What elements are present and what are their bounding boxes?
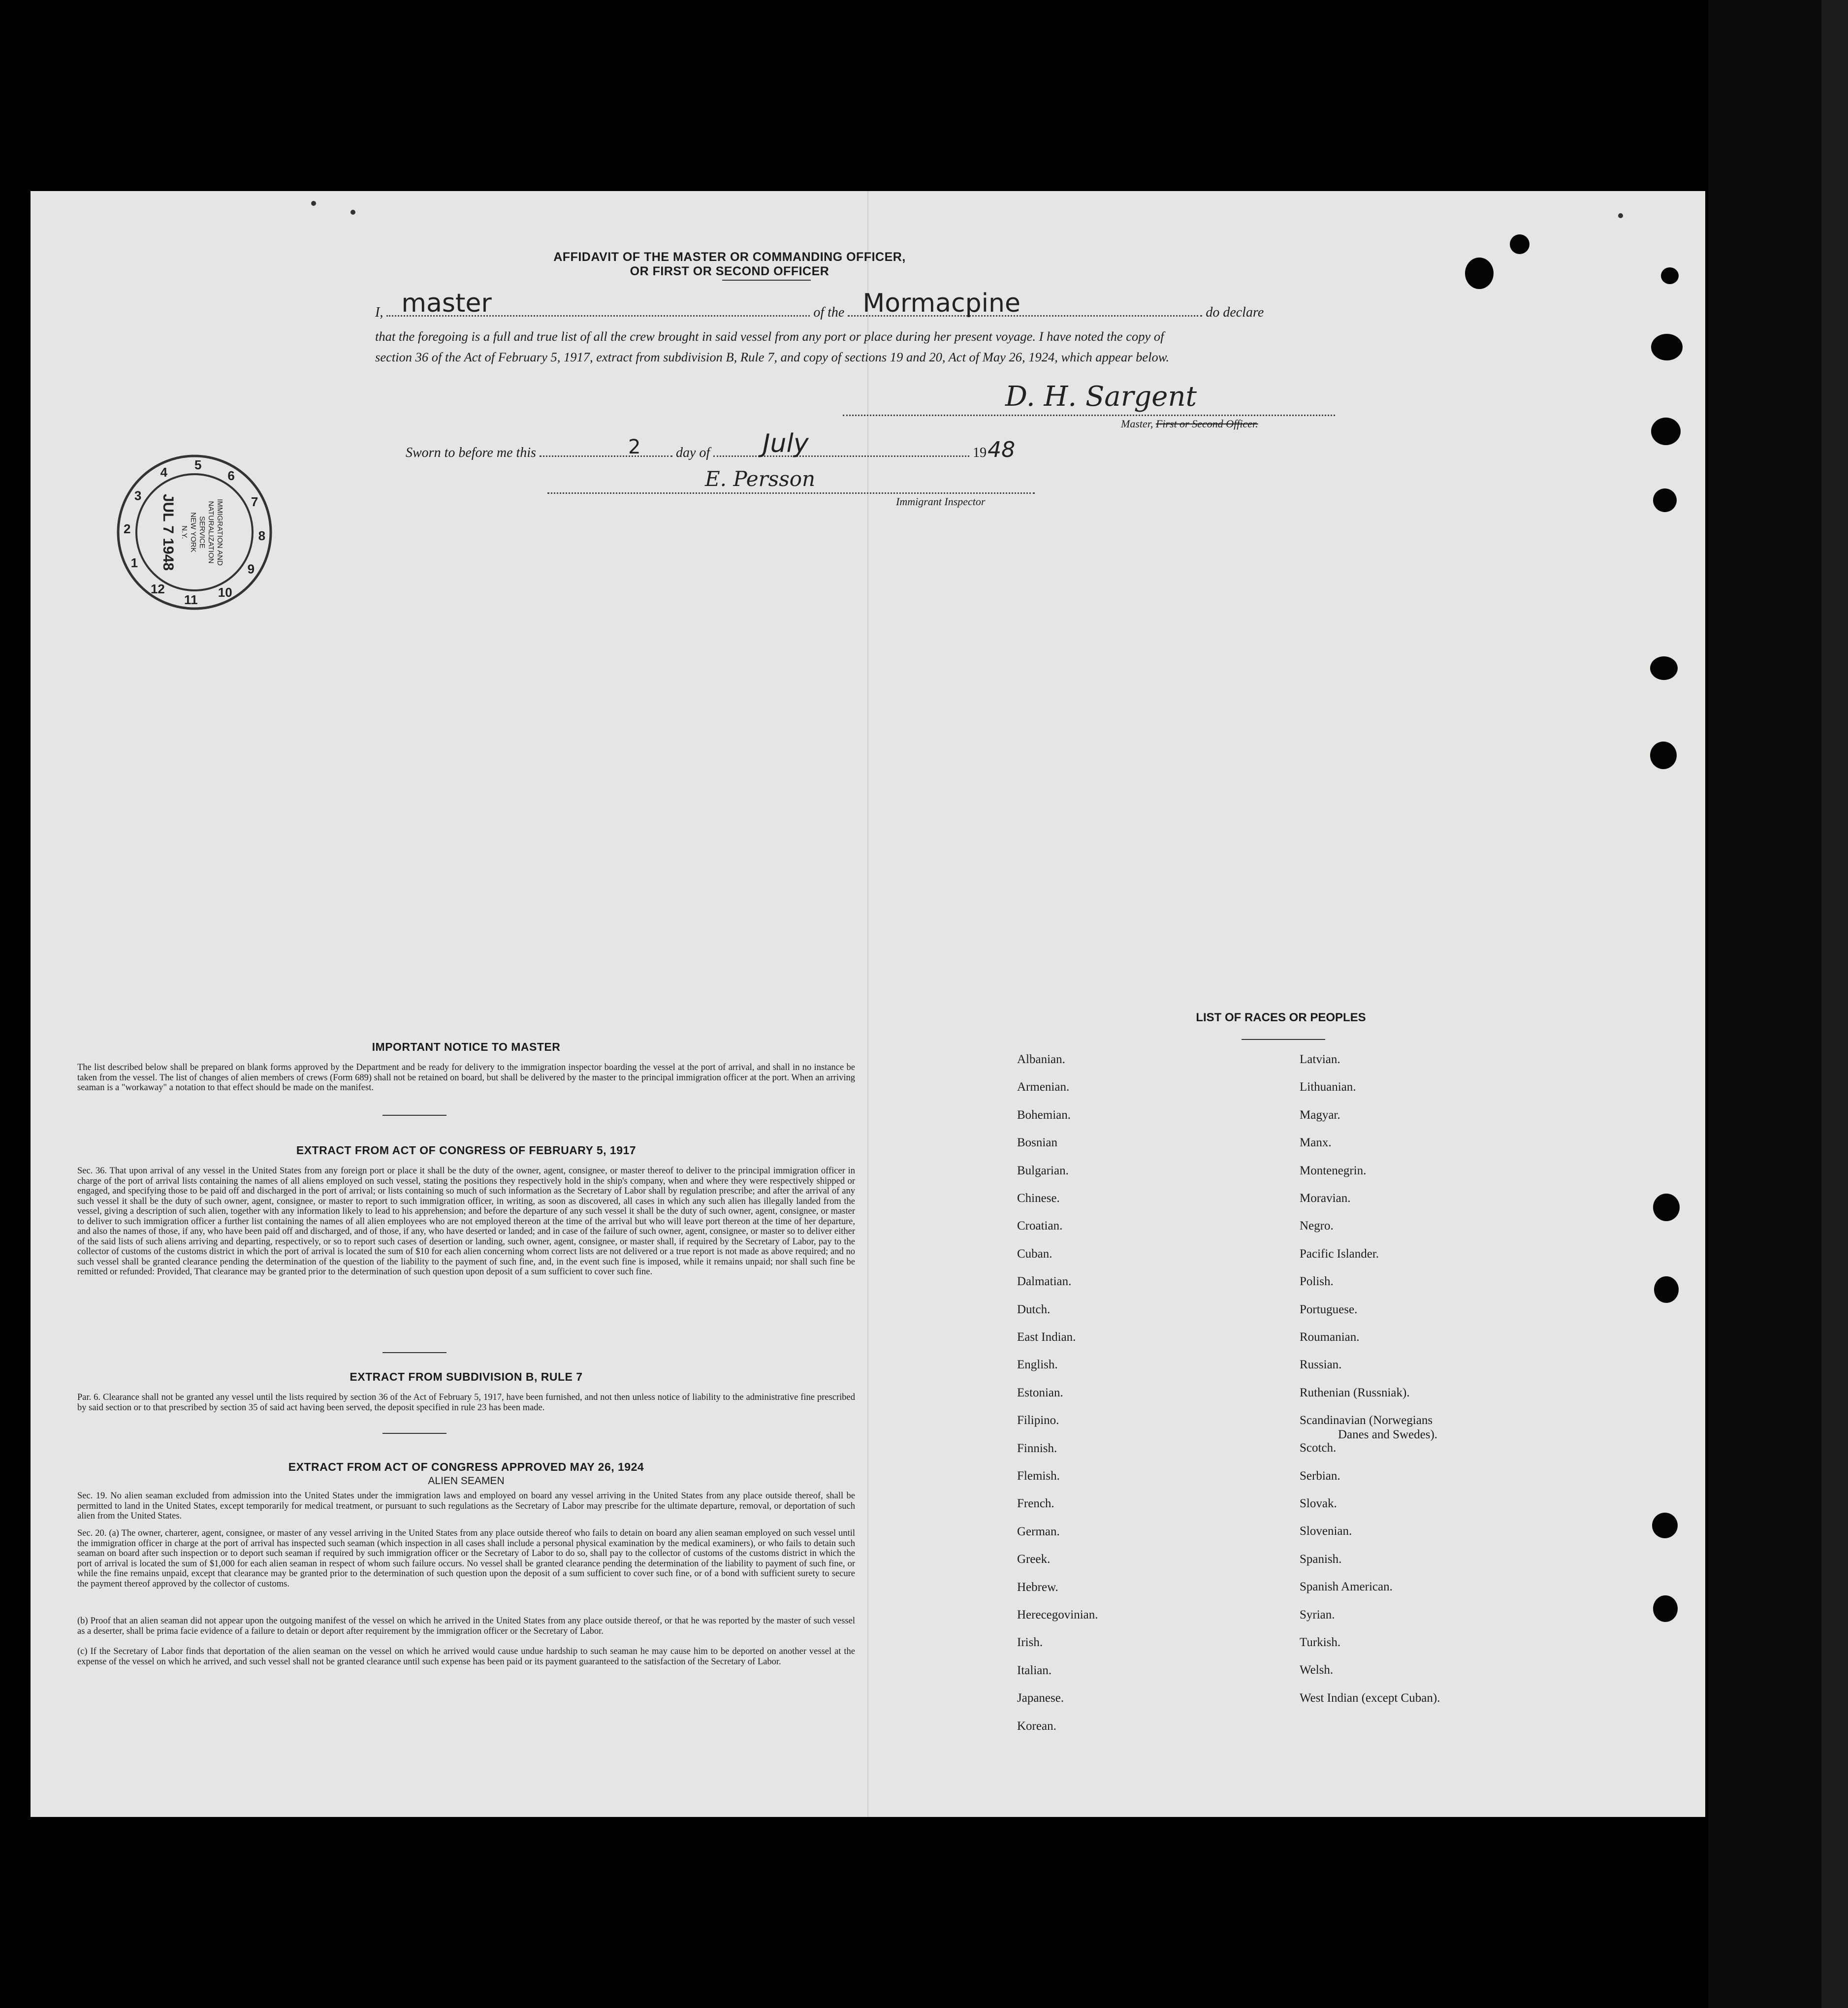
race-item: Spanish. [1300,1552,1342,1566]
handwritten-day: 2 [628,436,641,458]
punch-hole [1650,656,1678,680]
month-blank [713,429,969,458]
notice-title: IMPORTANT NOTICE TO MASTER [372,1040,561,1053]
punch-hole [1653,1194,1680,1221]
act-1924-sec20c: (c) If the Secretary of Labor finds that deportation of the alien seaman on the vessel on which he arrived would cause undue hardship to such seaman he may cause him to be deported on another vessel at the expense of the vessel on which he arrived, and such vessel shall not be granted clearance until such expense has been paid or its payment guaranteed to the satisfaction of the Secretary of Labor. [77,1647,855,1667]
race-item: Filipino. [1017,1414,1059,1427]
race-item: Bulgarian. [1017,1164,1069,1177]
inspector-label: Immigrant Inspector [896,495,986,508]
rule-7-text: Par. 6. Clearance shall not be granted any vessel until the lists required by section 36 of the Act of February 5, 1917, have been furnished, and not then unless notice of liability to the administrative fine prescribed by said section or to that prescribed by section 35 of said act having been served, the deposit specified in rule 23 has been made. [77,1393,855,1413]
document-sheet [31,191,1705,1817]
notice-text: The list described below shall be prepared on blank forms approved by the Department and be ready for delivery to the immigration inspector boarding the vessel at the port of arrival, and shall in no instance be taken from the vessel. The list of changes of alien members of crews (Form 689) shall not be retained on board, but shall be delivered by the master to the principal immigration officer at the port. When an arriving seaman is a "workaway" a notation to that effect should be made on the manifest. [77,1063,855,1093]
film-edge-strip [1821,0,1848,2008]
sworn-line [406,429,1380,462]
act-1924-subtitle: ALIEN SEAMEN [428,1475,505,1487]
race-item: Korean. [1017,1719,1056,1733]
stamp-line-3: SERVICE [198,516,206,549]
punch-hole [1653,488,1677,512]
rule-7-title: EXTRACT FROM SUBDIVISION B, RULE 7 [350,1370,583,1383]
race-item: Spanish American. [1300,1580,1393,1594]
race-item: Polish. [1300,1275,1334,1289]
line1-of: of the [813,305,845,320]
race-item: Negro. [1300,1219,1334,1233]
stamp-line-1: IMMIGRATION AND [216,499,224,566]
sig-label-master: Master, [1121,418,1153,430]
stamp-digit: 1 [130,555,138,571]
stamp-digit: 3 [134,488,142,503]
stamp-digit: 9 [247,561,255,577]
act-1924-sec19: Sec. 19. No alien seaman excluded from admission into the United States under the immigration laws and employed on board any vessel arriving in the United States from any place outside thereof, shall be permitted to land in the United States, except temporarily for medical treatment, or pursuant to such regulations as the Secretary of Labor may prescribe for the ultimate departure, removal, or deportation of such alien from the United States. [77,1491,855,1521]
race-item: Portuguese. [1300,1302,1358,1316]
stamp-digit: 11 [184,592,198,607]
race-item: Magyar. [1300,1108,1340,1122]
punch-hole [1465,258,1494,289]
race-item: Estonian. [1017,1386,1063,1399]
race-item: German. [1017,1524,1060,1538]
punch-hole [1654,1276,1679,1303]
race-item: Slovenian. [1300,1524,1352,1538]
affidavit-title: AFFIDAVIT OF THE MASTER OR COMMANDING OFFICER, OR FIRST OR SECOND OFFICER [553,250,906,278]
race-item: Albanian. [1017,1053,1065,1066]
races-title: LIST OF RACES OR PEOPLES [1196,1011,1366,1024]
race-item: Armenian. [1017,1080,1070,1094]
race-item: Syrian. [1300,1608,1335,1621]
stamp-line-4: NEW YORK [189,512,197,552]
section-rule [382,1433,446,1434]
race-item: Italian. [1017,1663,1052,1677]
race-item: Hebrew. [1017,1580,1058,1594]
stamp-line-5: N.Y. [180,525,189,539]
speck [311,201,316,206]
stamp-digit: 7 [251,494,258,509]
punch-hole [1661,267,1679,284]
sworn-day-of: day of [675,445,710,460]
stamp-digit: 12 [150,581,165,596]
stamp-graphic [113,451,276,614]
race-item: Cuban. [1017,1247,1052,1261]
race-item: Flemish. [1017,1469,1060,1483]
sig-label-struck: First or Second Officer. [1155,418,1258,430]
act-1924-sec20b: (b) Proof that an alien seaman did not appear upon the outgoing manifest of the vessel on which he arrived in the United States from any place outside thereof, or that he was reported by the master of such vessel as a deserter, shall be prima facie evidence of a failure to detain or deport after requirement by the immigration officer or the Secretary of Labor. [77,1616,855,1636]
year-prefix: 19 [973,445,987,460]
day-blank [540,436,672,458]
race-item: Danes and Swedes). [1338,1428,1438,1442]
race-item: Finnish. [1017,1441,1057,1455]
affidavit-line-3: section 36 of the Act of February 5, 1917, extract from subdivision B, Rule 7, and copy of sections 19 and 20, Act of May 26, 1924, which appear below. [375,350,1170,364]
master-signature: D. H. Sargent [1005,381,1197,413]
stamp-line-2: NATURALIZATION [207,501,215,564]
punch-hole [1650,742,1677,769]
handwritten-name: master [401,289,492,318]
affidavit-line-1 [375,289,1350,321]
stamp-digit: 2 [123,521,131,536]
race-item: Welsh. [1300,1663,1334,1677]
race-item: Manx. [1300,1136,1332,1150]
race-item: Japanese. [1017,1691,1064,1705]
film-border-top [0,0,1848,190]
punch-hole [1653,1595,1678,1622]
speck [350,210,355,215]
race-item: Turkish. [1300,1636,1341,1649]
handwritten-month: July [763,429,809,458]
race-item: Roumanian. [1300,1330,1360,1344]
race-item: English. [1017,1358,1058,1372]
race-item: Dalmatian. [1017,1275,1072,1289]
inspector-signature: E. Persson [705,467,816,491]
race-item: West Indian (except Cuban). [1300,1691,1440,1705]
stamp-digit: 4 [160,464,168,480]
race-item: Herecegovinian. [1017,1608,1098,1621]
race-item: Moravian. [1300,1192,1351,1205]
sworn-prefix: Sworn to before me this [406,445,536,460]
affidavit-line-2: that the foregoing is a full and true list of all the crew brought in said vessel from any port or place during her present voyage. I have noted the copy of [375,329,1164,344]
race-item: Bosnian [1017,1136,1057,1150]
name-blank [386,289,810,318]
race-item: Chinese. [1017,1192,1060,1205]
stamp-date: JUL 7 1948 [160,493,176,571]
stamp-digit: 6 [227,468,235,484]
act-1917-text: Sec. 36. That upon arrival of any vessel in the United States from any foreign port or place it shall be the duty of the owner, agent, consignee, or master thereof to deliver to the principal immigration officer in charge of the port of arrival lists containing the names of all aliens employed on such vessel, stating the positions they respectively hold in the ship's company, when and where they were respectively shipped or engaged, and specifying those to be paid off and discharged in the port of arrival; or lists containing so much of such information as the Secretary of Labor shall by regulation prescribe; and after the arrival of any such vessel it shall be the duty of such owner, agent, consignee, or master to report to such immigration officer, in writing, as soon as discovered, all cases in which any such alien has illegally landed from the vessel, giving a description of such alien, together with any information likely to lead to his apprehension; and before the departure of any such vessel it shall be the duty of such owner, agent, consignee, or master to deliver to such immigration officer a further list containing the names of all alien employees who are not employed thereon at the time of the arrival but who will leave port thereon at the time of her departure, and also the names of those, if any, who have been paid off and discharged, and of those, if any, who have deserted or landed; and in case of the failure of such owner, agent, consignee, or master so to deliver either of the said lists of such aliens arriving and departing, respectively, or so to report such cases of desertion or landing, such owner, agent, consignee, or master shall, if required by the Secretary of Labor, pay to the collector of customs of the customs district in which the port of arrival is located the sum of $10 for each alien concerning whom correct lists are not delivered or a true report is not made as above required; and no such vessel shall be granted clearance pending the determination of the question of the liability to the payment of such fine, and, in the event such fine is imposed, while it remains unpaid; nor shall such fine be remitted or refunded: Provided, That clearance may be granted prior to the determination of such question upon deposit of a sum sufficient to cover such fine. [77,1166,855,1277]
act-1924-title: EXTRACT FROM ACT OF CONGRESS APPROVED MAY 26, 1924 [288,1460,644,1473]
race-item: Greek. [1017,1553,1051,1566]
act-1924-sec20a: Sec. 20. (a) The owner, charterer, agent, consignee, or master of any vessel arriving in the United States from any place outside thereof who fails to detain on board any alien seaman employed on such vessel until the immigration officer in charge at the port of arrival has inspected such seaman (which inspection in all cases shall include a personal physical examination by the medical examiners), or who fails to detain such seaman on board after such inspection or to deport such seaman if required by such immigration officer or the Secretary of Labor to do so, shall pay to the collector of customs of the customs district in which the port of arrival is located the sum of $1,000 for each alien seaman in respect of whom such failure occurs. No vessel shall be granted clearance pending the determination of the liability to payment of such fine, or while the fine remains unpaid, except that clearance may be granted prior to the determination of such question upon the deposit of a sum sufficient to cover such fine, or of a bond with sufficient surety to secure the payment thereof approved by the collector of customs. [77,1528,855,1589]
race-item: East Indian. [1017,1330,1076,1344]
stamp-digit: 8 [258,528,266,544]
race-item: Scotch. [1300,1441,1337,1455]
race-item: Bohemian. [1017,1108,1071,1122]
race-item: Montenegrin. [1300,1164,1367,1177]
race-item: Slovak. [1300,1497,1337,1510]
handwritten-year: 48 [988,437,1016,462]
vessel-blank [848,289,1202,318]
race-item: Russian. [1300,1358,1342,1372]
handwritten-vessel: Mormacpine [862,289,1020,318]
race-item: Dutch. [1017,1302,1051,1316]
race-item: Pacific Islander. [1300,1247,1379,1261]
races-rule [1242,1039,1325,1040]
stamp-digit: 10 [218,585,232,600]
race-item: Croatian. [1017,1219,1063,1233]
line1-prefix: I, [375,305,383,320]
race-item: Lithuanian. [1300,1080,1356,1094]
race-item: Serbian. [1300,1469,1340,1483]
title-rule [722,280,811,281]
line1-suffix: do declare [1206,305,1264,320]
race-item: Scandinavian (Norwegians [1300,1414,1433,1427]
center-fold [867,191,868,1817]
speck [1618,213,1623,218]
race-item: Irish. [1017,1636,1043,1650]
section-rule [382,1115,446,1116]
punch-hole [1510,234,1529,254]
act-1917-title: EXTRACT FROM ACT OF CONGRESS OF FEBRUARY 5, 1917 [296,1144,637,1157]
section-rule [382,1352,446,1353]
race-item: Ruthenian (Russniak). [1300,1386,1410,1399]
punch-hole [1652,1513,1678,1538]
punch-hole [1651,334,1683,360]
punch-hole [1651,418,1681,445]
race-item: French. [1017,1497,1054,1511]
immigration-date-stamp [113,451,276,614]
stamp-digit: 5 [194,457,202,473]
race-item: Latvian. [1300,1053,1340,1066]
signature-caption [1121,418,1258,430]
